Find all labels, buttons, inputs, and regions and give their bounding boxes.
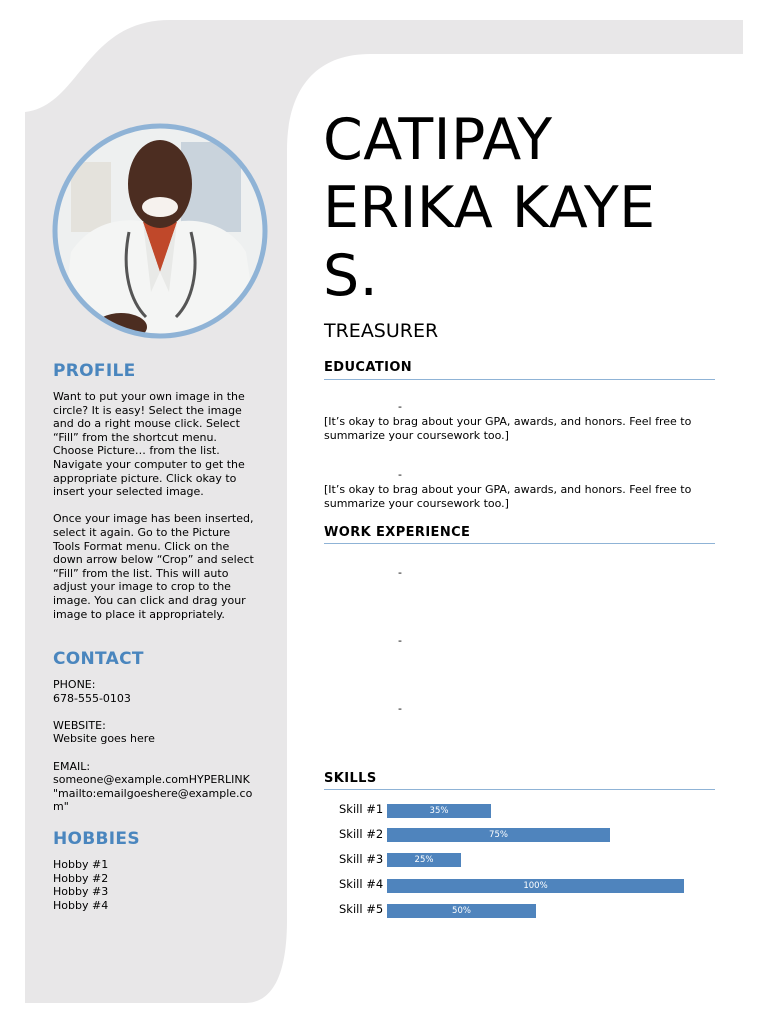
job-title: TREASURER <box>324 320 439 342</box>
skill-label: Skill #2 <box>339 827 384 841</box>
profile-photo <box>51 122 269 340</box>
hobby-item: Hobby #4 <box>53 898 109 912</box>
email-value[interactable]: someone@example.comHYPERLINK "mailto:emailgoeshere@example.co m" <box>53 773 253 814</box>
candidate-name <box>323 106 723 310</box>
skill-bar: 50% <box>387 904 536 918</box>
profile-section <box>53 390 263 621</box>
education-dash: - <box>398 400 402 413</box>
skills-heading: SKILLS <box>324 771 377 786</box>
hobby-item: Hobby #1 <box>53 858 109 871</box>
skill-bar: 35% <box>387 804 491 818</box>
education-description: [It’s okay to brag about your GPA, awards, and honors. Feel free to summarize your coursework too.] <box>324 483 692 510</box>
skill-label: Skill #5 <box>339 902 384 916</box>
education-description: [It’s okay to brag about your GPA, awards, and honors. Feel free to summarize your coursework too.] <box>324 415 692 442</box>
email-label: EMAIL: <box>53 759 91 773</box>
website-value[interactable]: Website goes here <box>53 732 155 746</box>
skill-label: Skill #4 <box>339 877 384 891</box>
skill-bar: 100% <box>387 879 684 893</box>
skill-label: Skill #1 <box>339 802 384 816</box>
phone-label: PHONE: <box>53 678 96 691</box>
hobbies-list <box>53 858 263 912</box>
hobby-item: Hobby #3 <box>53 885 109 899</box>
education-heading: EDUCATION <box>324 360 413 375</box>
work-dash: - <box>398 702 402 715</box>
education-divider <box>324 379 715 380</box>
contact-section <box>53 678 263 814</box>
skills-divider <box>324 789 715 790</box>
skill-bar: 25% <box>387 853 461 867</box>
profile-text-1: Want to put your own image in the circle? It is easy! Select the image and do a right mouse click. Select “Fill” from the shortcut menu. Choose Picture… from the list. Navigate your computer to get the appropriate picture. Click okay to insert your selected image. <box>53 390 245 499</box>
work-heading: WORK EXPERIENCE <box>324 525 471 540</box>
hobby-item: Hobby #2 <box>53 871 109 885</box>
website-label: WEBSITE: <box>53 718 106 732</box>
work-dash: - <box>398 634 402 647</box>
name-line: S. <box>323 243 379 309</box>
skill-label: Skill #3 <box>339 852 384 866</box>
profile-heading: PROFILE <box>53 361 136 381</box>
phone-value: 678-555-0103 <box>53 691 131 705</box>
education-dash: - <box>398 468 402 481</box>
contact-heading: CONTACT <box>53 649 144 669</box>
name-line: ERIKA KAYE <box>323 175 656 241</box>
profile-text-2: Once your image has been inserted, select it again. Go to the Picture Tools Format menu. Click on the down arrow below “Crop” and select “Fill” from the list. This will auto adjust your image to crop to the image. You can click and drag your image to place it appropriately. <box>53 512 254 621</box>
name-line: CATIPAY <box>323 107 553 173</box>
work-dash: - <box>398 566 402 579</box>
skill-bar: 75% <box>387 828 610 842</box>
hobbies-heading: HOBBIES <box>53 829 140 849</box>
work-divider <box>324 543 715 544</box>
